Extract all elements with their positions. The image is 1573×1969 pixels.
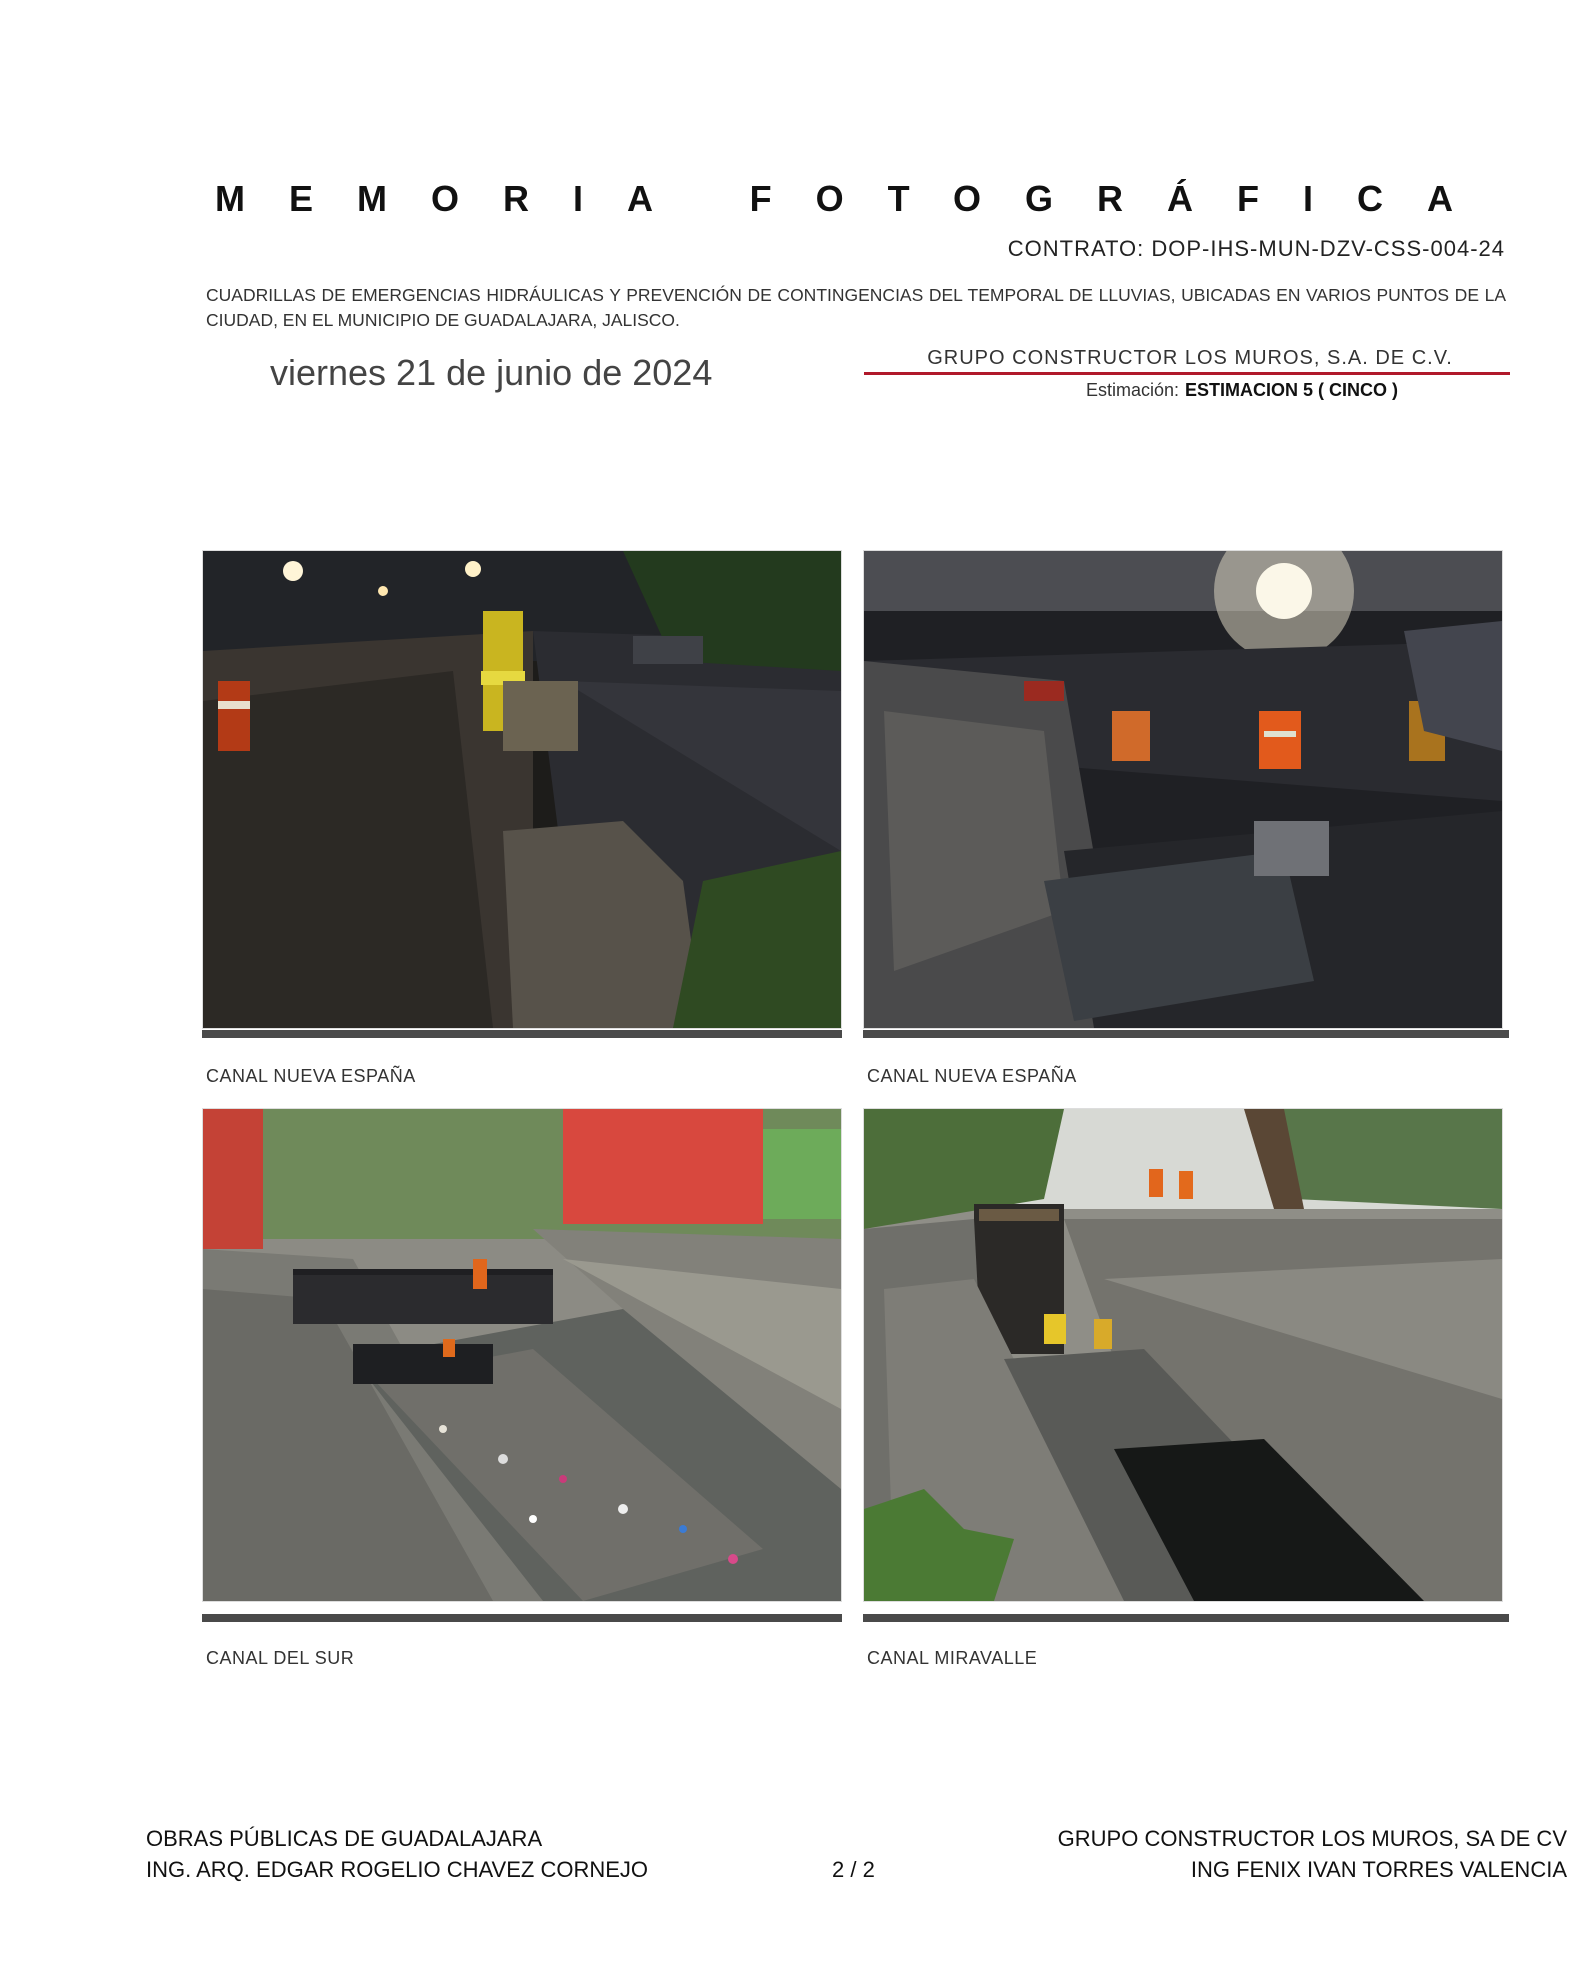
photo-3-bar: [202, 1614, 842, 1622]
photo-4: [863, 1108, 1503, 1602]
page-title: MEMORIA FOTOGRÁFICA: [215, 178, 1497, 219]
footer-right-signer: ING FENIX IVAN TORRES VALENCIA: [1190, 1857, 1567, 1882]
photo-1-bar: [202, 1030, 842, 1038]
photo-1-caption: CANAL NUEVA ESPAÑA: [206, 1066, 416, 1086]
header-divider: [864, 372, 1510, 375]
footer-left-org: OBRAS PÚBLICAS DE GUADALAJARA: [146, 1826, 543, 1851]
photo-2-caption: CANAL NUEVA ESPAÑA: [867, 1066, 1077, 1086]
footer-right-org: GRUPO CONSTRUCTOR LOS MUROS, SA DE CV: [1057, 1826, 1567, 1851]
photo-4-image: [864, 1109, 1502, 1601]
contract-number: CONTRATO: DOP-IHS-MUN-DZV-CSS-004-24: [1007, 236, 1505, 261]
photo-1: [202, 550, 842, 1029]
work-description: CUADRILLAS DE EMERGENCIAS HIDRÁULICAS Y PREVENCIÓN DE CONTINGENCIAS DEL TEMPORAL DE LLUVIAS, UBICADAS EN VARIOS PUNTOS DE LA CIUDAD, EN EL MUNICIPIO DE GUADALAJARA, JALISCO.: [206, 285, 1506, 330]
photo-2-image: [864, 551, 1502, 1028]
report-date: viernes 21 de junio de 2024: [270, 352, 713, 393]
footer-left-signer: ING. ARQ. EDGAR ROGELIO CHAVEZ CORNEJO: [146, 1857, 649, 1882]
photo-1-image: [203, 551, 841, 1028]
page-number: 2 / 2: [832, 1857, 875, 1882]
photo-4-bar: [863, 1614, 1509, 1622]
footer-left: [146, 1823, 648, 1885]
footer-right: [1058, 1823, 1567, 1885]
photo-2-bar: [863, 1030, 1509, 1038]
photo-3-caption: CANAL DEL SUR: [206, 1648, 355, 1668]
estimation: [1086, 380, 1398, 401]
photo-4-caption: CANAL MIRAVALLE: [867, 1648, 1038, 1668]
company-name: GRUPO CONSTRUCTOR LOS MUROS, S.A. DE C.V.: [927, 347, 1453, 369]
photo-2: [863, 550, 1503, 1029]
photo-3-image: [203, 1109, 841, 1601]
estimation-label: Estimación:: [1086, 380, 1180, 400]
photo-3: [202, 1108, 842, 1602]
estimation-value: ESTIMACION 5 ( CINCO ): [1185, 380, 1399, 400]
